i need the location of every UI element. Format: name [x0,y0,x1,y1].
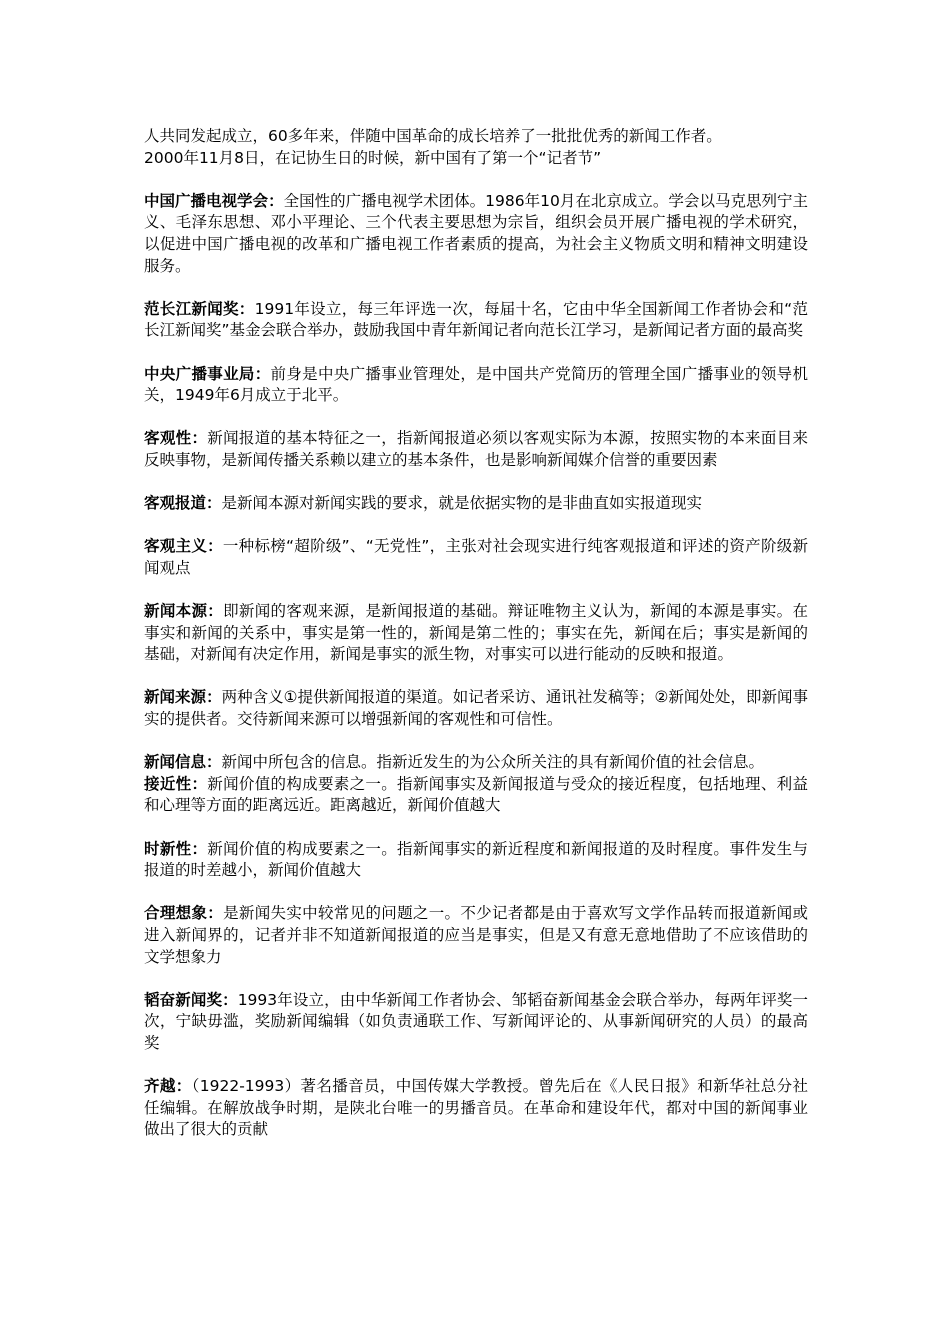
entry-term: 客观主义： [144,537,223,556]
intro-paragraph [144,126,808,169]
entry-news-origin [144,601,808,666]
entry-term: 中国广播电视学会： [144,191,284,210]
document-page [144,126,808,1141]
entry-text: 1991年设立，每三年评选一次，每届十名，它由中华全国新闻工作者协会和“范长江新闻奖”基金会联合举办，鼓励我国中青年新闻记者向范长江学习，是新闻记者方面的最高奖 [144,299,808,340]
intro-line-2: 2000年11月8日，在记协生日的时候，新中国有了第一个“记者节” [144,148,602,167]
entry-fan-changjiang-award [144,299,808,342]
entry-text: （1922-1993）著名播音员，中国传媒大学教授。曾先后在《人民日报》和新华社总分社任编辑。在解放战争时期，是陕北台唯一的男播音员。在革命和建设年代，都对中国的新闻事业做出了很大的贡献 [144,1077,808,1139]
entry-text: 两种含义①提供新闻报道的渠道。如记者采访、通讯社发稿等；②新闻处处，即新闻事实的提供者。交待新闻来源可以增强新闻的客观性和可信性。 [144,688,808,729]
entry-term: 新闻本源： [144,602,224,621]
entry-text: 前身是中央广播事业管理处，是中国共产党简历的管理全国广播事业的领导机关，1949年6月成立于北平。 [144,364,808,405]
entry-term: 客观性： [144,429,208,448]
entry-term: 齐越： [144,1077,192,1096]
entry-term: 新闻信息： [144,753,222,772]
entry-proximity [144,774,808,817]
entry-text: 全国性的广播电视学术团体。1986年10月在北京成立。学会以马克思列宁主义、毛泽东思想、邓小平理论、三个代表主要思想为宗旨，组织会员开展广播电视的学术研究，以促进中国广播电视的改革和广播电视工作者素质的提高，为社会主义物质文明和精神文明建设服务。 [144,191,808,275]
entry-text: 即新闻的客观来源，是新闻报道的基础。辩证唯物主义认为，新闻的本源是事实。在事实和新闻的关系中，事实是第一性的，新闻是第二性的；事实在先，新闻在后；事实是新闻的基础，对新闻有决定作用，新闻是事实的派生物，对事实可以进行能动的反映和报道。 [144,602,808,664]
entry-text: 新闻报道的基本特征之一，指新闻报道必须以客观实际为本源，按照实物的本来面目来反映事物，是新闻传播关系赖以建立的基本条件，也是影响新闻媒介信誉的重要因素 [144,429,808,469]
entry-text: 新闻价值的构成要素之一。指新闻事实的新近程度和新闻报道的及时程度。事件发生与报道的时差越小，新闻价值越大 [144,839,808,880]
entry-reasonable-imagination [144,903,808,968]
entry-objective-reporting [144,493,808,515]
entry-text: 是新闻本源对新闻实践的要求，就是依据实物的是非曲直如实报道现实 [221,494,703,513]
entry-text: 1993年设立，由中华新闻工作者协会、邹韬奋新闻基金会联合举办，每两年评奖一次，宁缺毋滥，奖励新闻编辑（如负责通联工作、写新闻评论的、从事新闻研究的人员）的最高奖 [144,990,808,1052]
entry-objectivity [144,428,808,471]
entry-broadcast-tv-society [144,191,808,277]
entry-news-source [144,687,808,730]
entry-taofen-award [144,990,808,1055]
entry-objectivism [144,536,808,579]
entry-timeliness [144,839,808,882]
entry-term: 合理想象： [144,904,224,923]
entry-text: 一种标榜“超阶级”、“无党性”，主张对社会现实进行纯客观报道和评述的资产阶级新闻观点 [144,537,808,577]
entry-text: 新闻价值的构成要素之一。指新闻事实及新闻报道与受众的接近程度，包括地理、利益和心理等方面的距离远近。距离越近，新闻价值越大 [144,774,808,815]
entry-term: 中央广播事业局： [144,364,271,383]
entry-qi-yue [144,1076,808,1141]
entry-term: 范长江新闻奖： [144,299,255,318]
entry-term: 韬奋新闻奖： [144,990,238,1009]
intro-line-1: 人共同发起成立，60多年来，伴随中国革命的成长培养了一批批优秀的新闻工作者。 [144,127,722,145]
entry-term: 客观报道： [144,494,222,513]
entry-term: 时新性： [144,839,208,858]
entry-text: 是新闻失实中较常见的问题之一。不少记者都是由于喜欢写文学作品转而报道新闻或进入新闻界的，记者并非不知道新闻报道的应当是事实，但是又有意无意地借助了不应该借助的文学想象力 [144,904,808,966]
entry-news-information [144,752,808,774]
entry-term: 接近性： [144,774,208,793]
entry-text: 新闻中所包含的信息。指新近发生的为公众所关注的具有新闻价值的社会信息。 [221,753,765,772]
entry-central-broadcast-bureau [144,364,808,407]
entry-term: 新闻来源： [144,688,222,707]
